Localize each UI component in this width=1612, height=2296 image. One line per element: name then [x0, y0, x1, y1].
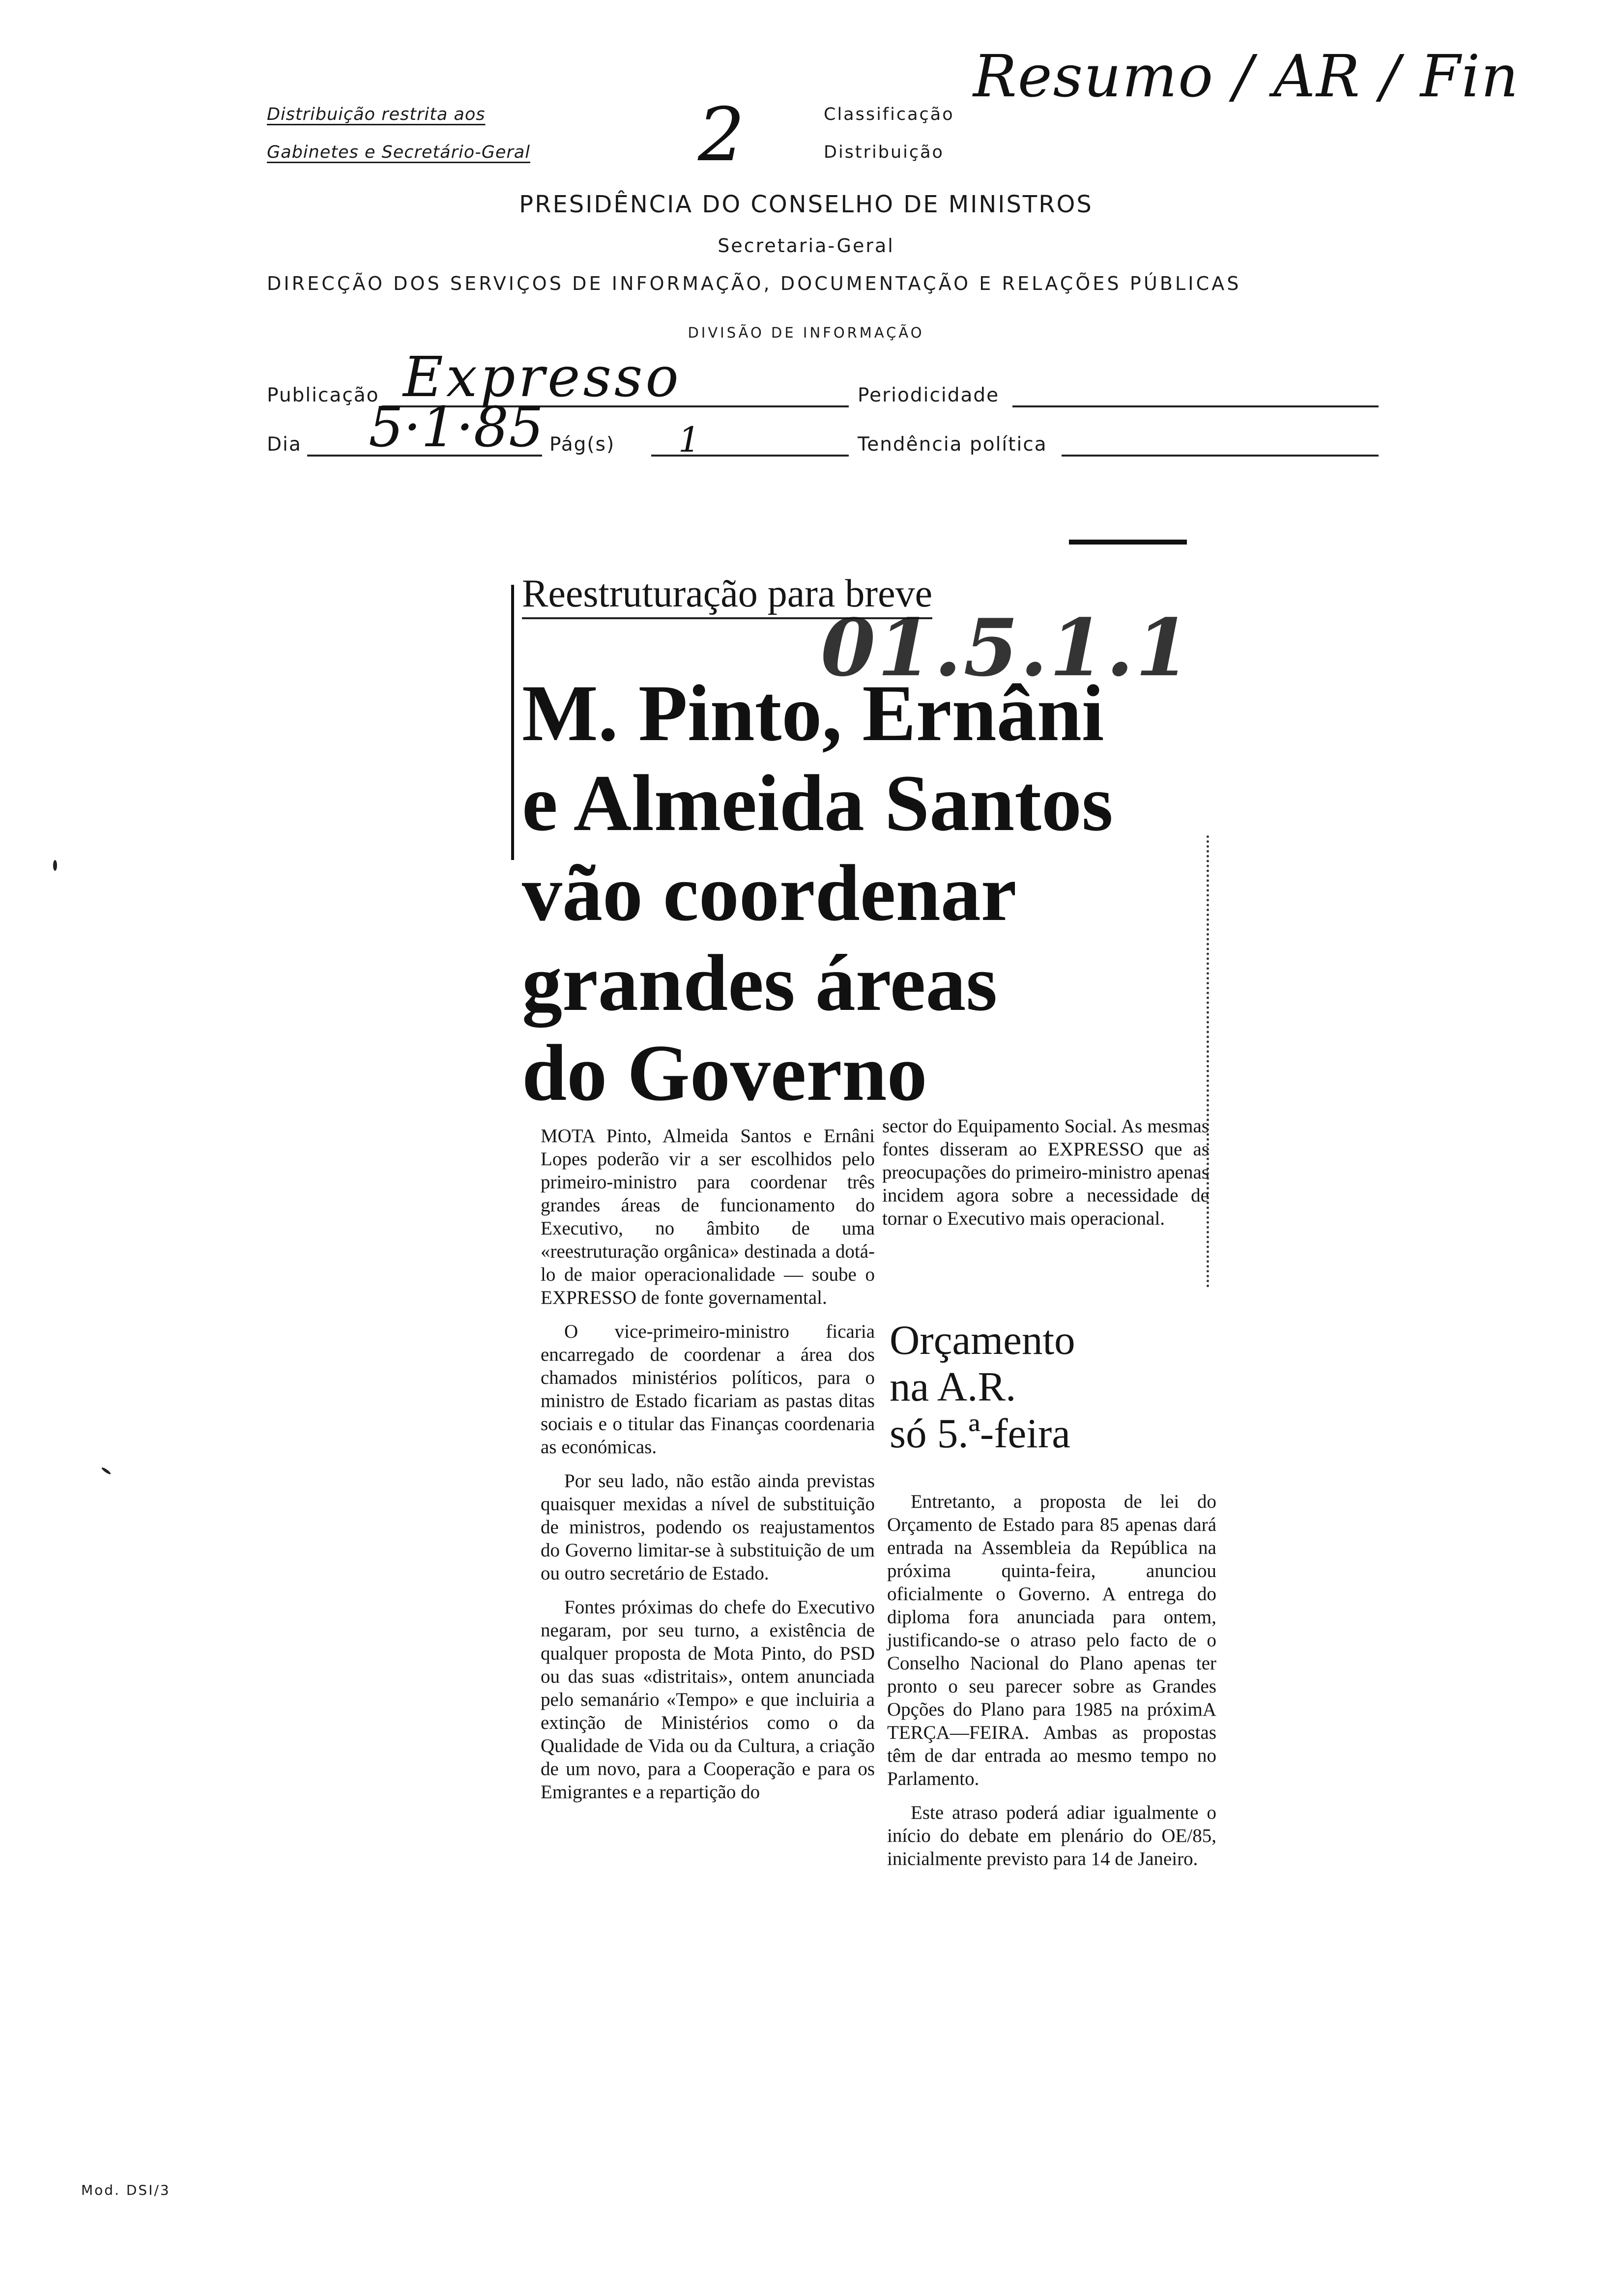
- article-kicker: Reestruturação para breve: [522, 570, 932, 619]
- article-subhead: [890, 1317, 1075, 1457]
- tendencia-label: Tendência política: [858, 433, 1047, 456]
- clipping-top-rule: [1069, 540, 1187, 545]
- col1-paragraph-4: Fontes próximas do chefe do Executivo negaram, por seu turno, a existência de qualquer proposta de Mota Pinto, do PSD ou das suas «distritais», ontem anunciada pelo semanário «Tempo» e que incluiria a extinção de Ministérios como o da Qualidade de Vida ou da Cultura, a criação de um novo, para a Cooperação e para os Emigrantes e a repartição do: [541, 1597, 875, 1803]
- periodicidade-label: Periodicidade: [858, 384, 1000, 406]
- article-column-2-bottom: [887, 1490, 1216, 1870]
- distribuicao-label: Distribuição: [824, 143, 944, 162]
- headline-line-1: M. Pinto, Ernâni: [522, 669, 1104, 758]
- classification-handwritten: Resumo / AR / Fin: [973, 42, 1520, 110]
- col1-paragraph-3: Por seu lado, não estão ainda previstas quaisquer mexidas a nível de substituição de ministros, podendo os reajustamentos do Governo limitar-se à substituição de um ou outro secretário de Estado.: [541, 1470, 875, 1584]
- article-column-1: [541, 1124, 875, 1804]
- subhead-line-1: Orçamento: [890, 1317, 1075, 1363]
- page-title: PRESIDÊNCIA DO CONSELHO DE MINISTROS: [519, 191, 1093, 218]
- form-model-code: Mod. DSI/3: [81, 2182, 171, 2198]
- col2-paragraph-3: Este atraso poderá adiar igualmente o início do debate em plenário do OE/85, inicialmente previsto para 14 de Janeiro.: [887, 1802, 1216, 1869]
- dia-label: Dia: [267, 433, 302, 456]
- pags-label: Pág(s): [549, 433, 615, 456]
- subhead-line-3: só 5.ª-feira: [890, 1410, 1071, 1457]
- publicacao-label: Publicação: [267, 384, 379, 406]
- headline-line-3: vão coordenar: [522, 849, 1017, 938]
- pags-value-handwritten: 1: [678, 420, 700, 460]
- clipping-right-dots: [1207, 835, 1209, 1288]
- subhead-line-2: na A.R.: [890, 1364, 1016, 1410]
- distribution-line-2: Gabinetes e Secretário-Geral: [267, 143, 530, 162]
- headline-line-5: do Governo: [522, 1029, 927, 1118]
- distribution-number-handwritten: 2: [698, 92, 745, 178]
- headline-line-4: grandes áreas: [522, 939, 998, 1028]
- scan-speck: [101, 1466, 111, 1475]
- clipping-left-rule: [511, 585, 514, 860]
- col1-paragraph-2: O vice-primeiro-ministro ficaria encarregado de coordenar a área dos chamados ministérios políticos, para o ministro de Estado ficariam as pastas ditas sociais e o titular das Finanças coordenaria as económicas.: [541, 1321, 875, 1458]
- classificacao-label: Classificação: [824, 105, 954, 124]
- secretaria-geral: Secretaria-Geral: [718, 235, 894, 257]
- dia-value-handwritten: 5·1·85: [369, 396, 544, 459]
- distribution-line-1: Distribuição restrita aos: [267, 105, 486, 124]
- direction-line: DIRECÇÃO DOS SERVIÇOS DE INFORMAÇÃO, DOCUMENTAÇÃO E RELAÇÕES PÚBLICAS: [267, 273, 1241, 294]
- date-stamp-handwritten: 01.5.1.1: [821, 602, 1192, 694]
- headline-line-2: e Almeida Santos: [522, 759, 1113, 848]
- periodicidade-line: [1012, 405, 1379, 407]
- col1-paragraph-1: MOTA Pinto, Almeida Santos e Ernâni Lopes poderão vir a ser escolhidos pelo primeiro-ministro para coordenar três grandes áreas de funcionamento do Executivo, no âmbito de uma «reestruturação orgânica» destinada a dotá-lo de maior operacionalidade — soube o EXPRESSO de fonte governamental.: [541, 1125, 875, 1308]
- scan-speck: [53, 860, 57, 871]
- tendencia-line: [1062, 455, 1379, 457]
- article-column-2-top: [882, 1115, 1209, 1230]
- col2-paragraph-2: Entretanto, a proposta de lei do Orçamento de Estado para 85 apenas dará entrada na Assembleia da República na próxima quinta-feira, anunciou oficialmente o Governo. A entrega do diploma fora anunciada para ontem, justificando-se o atraso pelo facto de o Conselho Nacional do Plano apenas ter pronto o seu parecer sobre as Grandes Opções do Plano para 1985 na próximA TERÇA—FEIRA. Ambas as propostas têm de dar entrada ao mesmo tempo no Parlamento.: [887, 1491, 1216, 1789]
- publicacao-value-handwritten: Expresso: [403, 345, 682, 409]
- col2-paragraph-1: sector do Equipamento Social. As mesmas fontes disseram ao EXPRESSO que as preocupações do primeiro-ministro apenas incidem agora sobre a necessidade de tornar o Executivo mais operacional.: [882, 1116, 1209, 1229]
- division-line: DIVISÃO DE INFORMAÇÃO: [688, 324, 924, 341]
- article-headline: [522, 668, 1113, 1118]
